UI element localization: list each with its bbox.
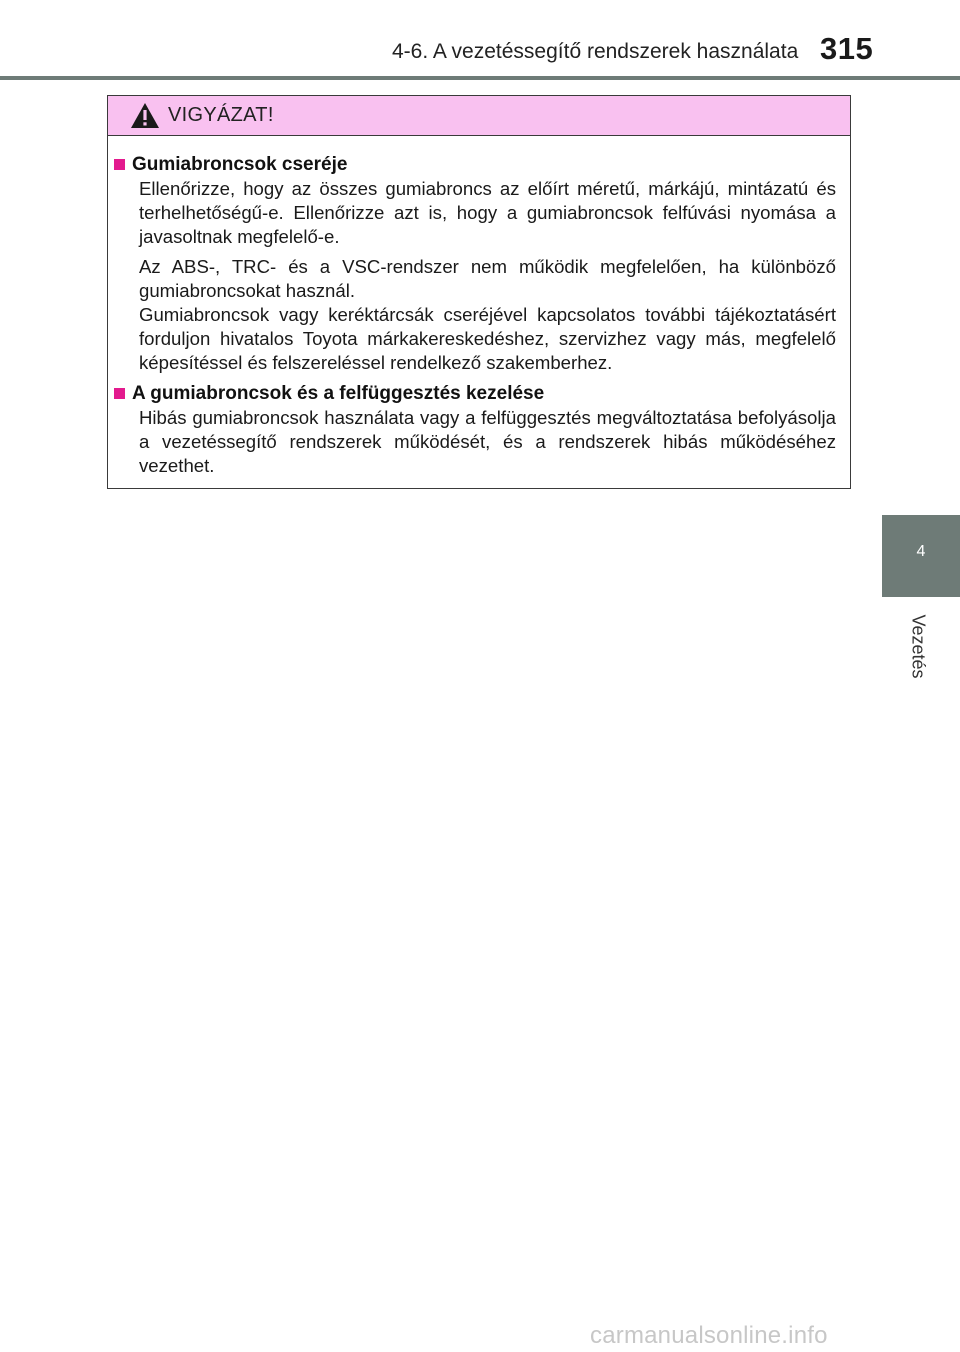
warning-title: VIGYÁZAT! bbox=[168, 104, 274, 126]
chapter-label-text: Vezetés bbox=[908, 613, 929, 679]
section-heading-text: A gumiabroncsok és a felfüggesztés kezelése bbox=[132, 383, 545, 404]
page-number: 315 bbox=[820, 31, 874, 66]
warning-header bbox=[108, 96, 850, 136]
section-heading bbox=[114, 381, 836, 406]
section-tire-replacement bbox=[114, 152, 836, 375]
header-rule bbox=[0, 76, 960, 80]
section-heading-text: Gumiabroncsok cseréje bbox=[132, 154, 348, 175]
chapter-tab[interactable] bbox=[882, 515, 960, 597]
paragraph: Gumiabroncsok vagy keréktárcsák cseréjével kapcsolatos további tájékoztatásért forduljon hivatalos Toyota márkakereskedéshez, szervizhez vagy más, megfelelő képesítéssel és felszereléssel rendelkező szakemberhez. bbox=[139, 304, 836, 373]
paragraph: Ellenőrizze, hogy az összes gumiabroncs az előírt méretű, márkájú, mintázatú és terhelhetőségű-e. Ellenőrizze azt is, hogy a gumiabroncsok felfúvási nyomása a javasoltnak megfelelő-e. bbox=[139, 178, 836, 247]
warning-box bbox=[107, 95, 851, 489]
section-tire-suspension-handling bbox=[114, 381, 836, 478]
square-bullet-icon bbox=[114, 388, 125, 399]
watermark: carmanualsonline.info bbox=[590, 1322, 828, 1349]
chapter-label bbox=[893, 608, 943, 684]
warning-triangle-icon bbox=[130, 102, 160, 129]
paragraph: Hibás gumiabroncsok használata vagy a felfüggesztés megváltoztatása befolyásolja a vezetéssegítő rendszerek működését, és a rendszerek hibás működéséhez vezethet. bbox=[139, 407, 836, 476]
section-heading bbox=[114, 152, 836, 177]
paragraph: Az ABS-, TRC- és a VSC-rendszer nem működik megfelelően, ha különböző gumiabroncsokat használ. bbox=[139, 256, 836, 301]
chapter-number: 4 bbox=[916, 543, 926, 560]
square-bullet-icon bbox=[114, 159, 125, 170]
section-title: 4-6. A vezetéssegítő rendszerek használata bbox=[392, 40, 799, 63]
warning-body bbox=[108, 136, 850, 478]
